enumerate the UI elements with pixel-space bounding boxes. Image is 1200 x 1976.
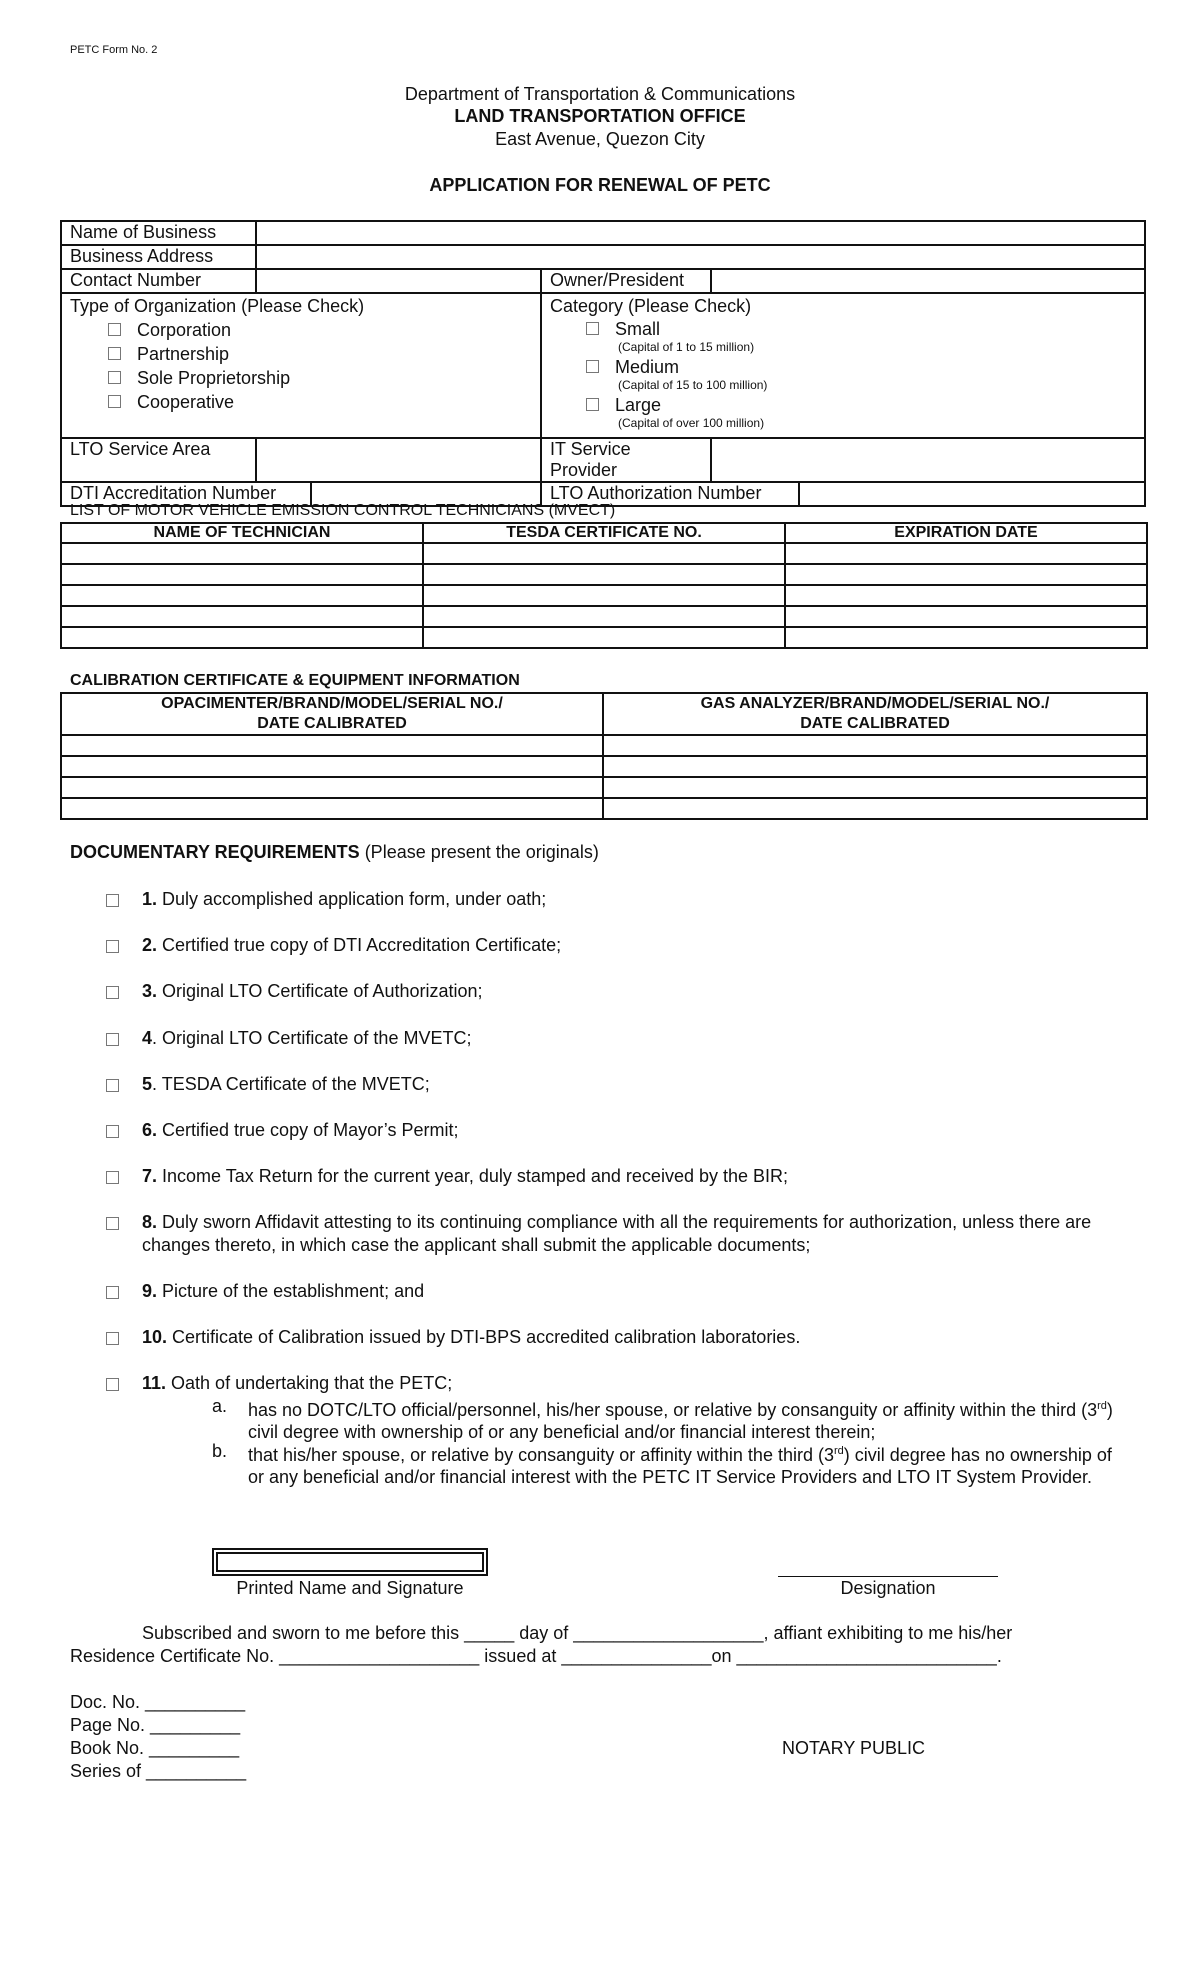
oath-line-2: Residence Certificate No. ____________________ issued at _______________on __________________________. — [70, 1646, 1002, 1666]
category-note: (Capital of 15 to 100 million) — [618, 378, 768, 392]
label-category: Category (Please Check) — [550, 296, 752, 316]
checkbox-icon[interactable] — [106, 1125, 119, 1138]
header-line: DATE CALIBRATED — [257, 715, 407, 732]
table-cell[interactable] — [603, 777, 1147, 798]
item-number: 1. — [142, 889, 158, 909]
item-number: 7. — [142, 1166, 158, 1186]
superscript: rd — [833, 1445, 844, 1457]
label-type-of-organization: Type of Organization (Please Check) — [70, 296, 365, 316]
column-header: NAME OF TECHNICIAN — [61, 523, 423, 543]
category-option-small[interactable] — [550, 318, 1136, 354]
designation-line[interactable] — [778, 1576, 998, 1577]
sub-item-text: ) civil degree with ownership of or any beneficial and/or financial interest therein; — [248, 1400, 1113, 1442]
table-cell[interactable] — [785, 606, 1147, 627]
requirements-heading-bold: DOCUMENTARY REQUIREMENTS — [70, 842, 360, 862]
technicians-table — [60, 522, 1148, 649]
org-option-label: Corporation — [137, 320, 232, 340]
checkbox-icon[interactable] — [586, 398, 599, 411]
form-title: APPLICATION FOR RENEWAL OF PETC — [429, 175, 771, 195]
checkbox-icon[interactable] — [106, 1378, 119, 1391]
item-text: Duly sworn Affidavit attesting to its continuing compliance with all the requirements for authorization, unless there are changes thereto, in which case the applicant shall submit the applicable documents; — [142, 1212, 1092, 1255]
sub-item-text: ) civil degree has no ownership of or any beneficial and/or financial interest with the PETC IT Service Providers and LTO IT System Provider. — [248, 1445, 1112, 1487]
table-row — [61, 777, 1147, 798]
item-text: Oath of undertaking that the PETC; — [166, 1373, 453, 1393]
page-no: Page No. _________ — [70, 1715, 241, 1735]
checkbox-icon[interactable] — [106, 1171, 119, 1184]
label-lto-service-area: LTO Service Area — [61, 438, 256, 482]
calibration-table — [60, 692, 1148, 820]
form-number: PETC Form No. 2 — [70, 44, 158, 56]
book-no: Book No. _________ — [70, 1738, 240, 1758]
table-cell[interactable] — [603, 735, 1147, 756]
owner-president-input[interactable] — [711, 269, 1145, 293]
column-header: EXPIRATION DATE — [785, 523, 1147, 543]
doc-no: Doc. No. __________ — [70, 1692, 246, 1712]
table-row — [61, 606, 1147, 627]
column-header: TESDA CERTIFICATE NO. — [423, 523, 785, 543]
organization-type-cell — [61, 293, 541, 438]
business-address-input[interactable] — [256, 245, 1145, 269]
requirements-heading — [70, 842, 599, 863]
item-number: 4 — [142, 1028, 153, 1048]
business-info-table — [60, 220, 1146, 507]
name-of-business-input[interactable] — [256, 221, 1145, 245]
category-option-medium[interactable] — [550, 356, 1136, 392]
sub-item-letter: a. — [212, 1396, 228, 1416]
item-text: Certificate of Calibration issued by DTI-BPS accredited calibration laboratories. — [167, 1327, 801, 1347]
org-option-cooperative[interactable] — [70, 390, 532, 414]
header-line: OPACIMENTER/BRAND/MODEL/SERIAL NO./ — [161, 695, 503, 712]
sub-item-text: that his/her spouse, or relative by consanguity or affinity within the third (3 — [248, 1445, 834, 1465]
checkbox-icon[interactable] — [108, 347, 121, 360]
designation-label: Designation — [840, 1578, 936, 1598]
checkbox-icon[interactable] — [106, 1079, 119, 1092]
label-dti-accreditation: DTI Accreditation Number — [62, 483, 312, 505]
label-owner-president: Owner/President — [541, 269, 711, 293]
table-row — [61, 735, 1147, 756]
notary-public-label: NOTARY PUBLIC — [782, 1738, 926, 1758]
label-lto-authorization: LTO Authorization Number — [542, 483, 800, 505]
column-header-gas-analyzer — [603, 693, 1147, 735]
item-text: Picture of the establishment; and — [157, 1281, 425, 1301]
lto-service-area-input[interactable] — [256, 438, 541, 482]
series-of: Series of __________ — [70, 1761, 247, 1781]
column-header-opacimeter — [61, 693, 603, 735]
checkbox-icon[interactable] — [586, 322, 599, 335]
oath-sub-item-b — [212, 1440, 1122, 1488]
it-service-provider-input[interactable] — [711, 438, 1145, 482]
item-text: Income Tax Return for the current year, duly stamped and received by the BIR; — [157, 1166, 789, 1186]
table-cell[interactable] — [785, 585, 1147, 606]
department-name: Department of Transportation & Communications — [404, 84, 796, 104]
table-cell[interactable] — [785, 627, 1147, 648]
office-name: LAND TRANSPORTATION OFFICE — [454, 106, 746, 126]
label-business-address: Business Address — [61, 245, 256, 269]
category-note: (Capital of over 100 million) — [618, 416, 765, 430]
header-line: DATE CALIBRATED — [800, 715, 950, 732]
table-cell[interactable] — [61, 777, 603, 798]
checkbox-icon[interactable] — [106, 986, 119, 999]
table-cell[interactable] — [423, 627, 785, 648]
category-label: Large — [615, 395, 662, 415]
category-label: Small — [615, 319, 661, 339]
header-line: GAS ANALYZER/BRAND/MODEL/SERIAL NO./ — [700, 695, 1050, 712]
org-option-partnership[interactable] — [70, 342, 532, 366]
item-text: Certified true copy of Mayor’s Permit; — [157, 1120, 459, 1140]
superscript: rd — [1097, 1400, 1107, 1412]
item-number: 10. — [142, 1327, 168, 1347]
item-number: 6. — [142, 1120, 158, 1140]
table-cell[interactable] — [61, 585, 423, 606]
item-text: Certified true copy of DTI Accreditation Certificate; — [157, 935, 562, 955]
calibration-heading: CALIBRATION CERTIFICATE & EQUIPMENT INFORMATION — [70, 672, 520, 689]
label-name-of-business: Name of Business — [61, 221, 256, 245]
item-text: . Original LTO Certificate of the MVETC; — [152, 1028, 472, 1048]
org-option-corporation[interactable] — [70, 318, 532, 342]
table-cell[interactable] — [423, 585, 785, 606]
table-cell[interactable] — [423, 543, 785, 564]
lto-authorization-cell — [541, 482, 1145, 506]
sub-item-text: has no DOTC/LTO official/personnel, his/her spouse, or relative by consanguity or affinity within the third (3 — [248, 1400, 1098, 1420]
item-number: 3. — [142, 981, 158, 1001]
table-row — [61, 543, 1147, 564]
org-option-label: Partnership — [137, 344, 230, 364]
table-cell[interactable] — [61, 756, 603, 777]
table-cell[interactable] — [61, 735, 603, 756]
item-text: . TESDA Certificate of the MVETC; — [152, 1074, 430, 1094]
table-cell[interactable] — [603, 798, 1147, 819]
label-contact-number: Contact Number — [61, 269, 256, 293]
office-address: East Avenue, Quezon City — [495, 129, 705, 149]
checkbox-icon[interactable] — [106, 1332, 119, 1345]
printed-name-label: Printed Name and Signature — [236, 1578, 464, 1598]
requirements-heading-note: (Please present the originals) — [359, 842, 599, 862]
table-cell[interactable] — [61, 606, 423, 627]
item-number: 9. — [142, 1281, 158, 1301]
table-cell[interactable] — [423, 606, 785, 627]
checkbox-icon[interactable] — [586, 360, 599, 373]
signature-field[interactable] — [212, 1548, 488, 1576]
checkbox-icon[interactable] — [106, 940, 119, 953]
checkbox-icon[interactable] — [108, 323, 121, 336]
item-text: Original LTO Certificate of Authorization; — [157, 981, 483, 1001]
table-row — [61, 798, 1147, 819]
label-it-service-provider: IT Service Provider — [541, 438, 711, 482]
checkbox-icon[interactable] — [108, 395, 121, 408]
lto-authorization-input[interactable] — [800, 483, 1144, 505]
item-number: 11. — [142, 1373, 167, 1393]
category-option-large[interactable] — [550, 394, 1136, 430]
oath-sub-item-a — [212, 1395, 1122, 1443]
table-row — [61, 756, 1147, 777]
checkbox-icon[interactable] — [106, 894, 119, 907]
table-cell[interactable] — [61, 627, 423, 648]
checkbox-icon[interactable] — [108, 371, 121, 384]
category-cell — [541, 293, 1145, 438]
checkbox-icon[interactable] — [106, 1217, 119, 1230]
oath-line-1: Subscribed and sworn to me before this _____ day of ___________________, affiant exhibiting to me his/her — [142, 1623, 1013, 1643]
table-row — [61, 627, 1147, 648]
technicians-heading: LIST OF MOTOR VEHICLE EMISSION CONTROL TECHNICIANS (MVECT) — [70, 502, 616, 519]
item-text: Duly accomplished application form, under oath; — [157, 889, 547, 909]
table-cell[interactable] — [603, 756, 1147, 777]
table-cell[interactable] — [61, 543, 423, 564]
sub-item-letter: b. — [212, 1441, 228, 1461]
org-option-sole-proprietorship[interactable] — [70, 366, 532, 390]
category-note: (Capital of 1 to 15 million) — [618, 340, 755, 354]
table-row — [61, 585, 1147, 606]
table-cell[interactable] — [785, 564, 1147, 585]
checkbox-icon[interactable] — [106, 1286, 119, 1299]
table-row — [61, 564, 1147, 585]
table-cell[interactable] — [423, 564, 785, 585]
org-option-label: Sole Proprietorship — [137, 368, 291, 388]
table-cell[interactable] — [61, 798, 603, 819]
org-option-label: Cooperative — [137, 392, 235, 412]
checkbox-icon[interactable] — [106, 1033, 119, 1046]
category-label: Medium — [615, 357, 680, 377]
item-number: 8. — [142, 1212, 158, 1232]
table-cell[interactable] — [61, 564, 423, 585]
item-number: 2. — [142, 935, 158, 955]
table-cell[interactable] — [785, 543, 1147, 564]
item-number: 5 — [142, 1074, 153, 1094]
contact-number-input[interactable] — [256, 269, 541, 293]
